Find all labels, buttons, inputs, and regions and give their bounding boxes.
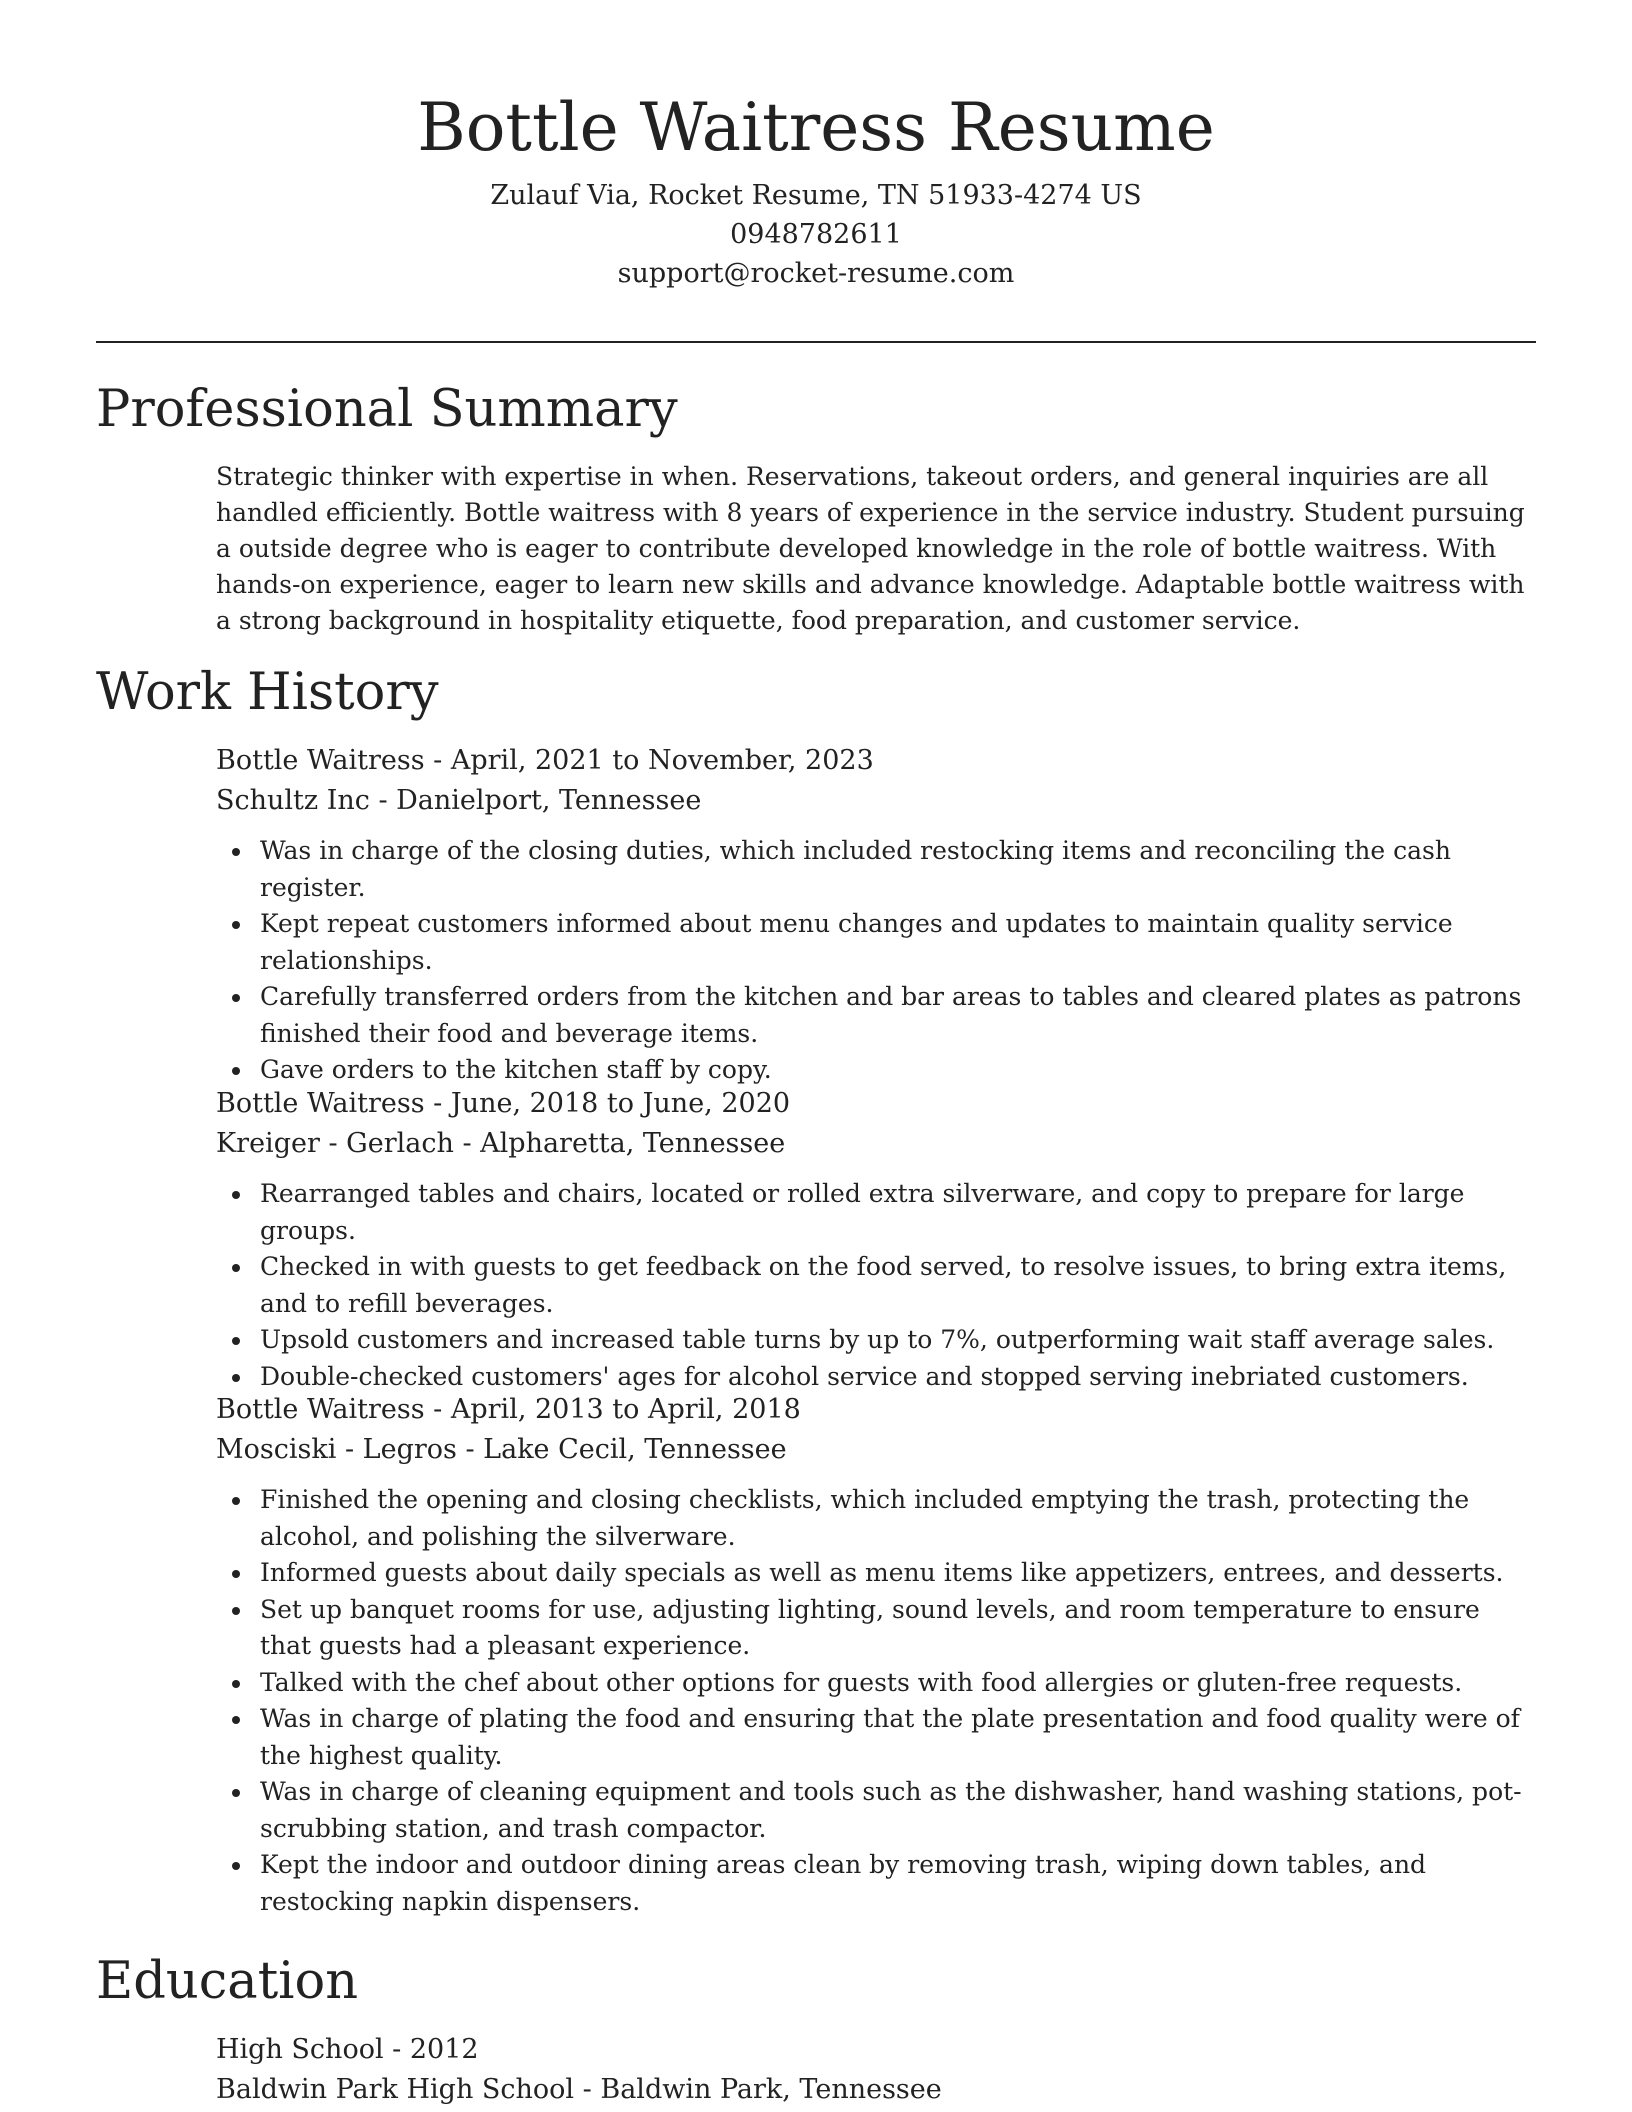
bullet-icon <box>232 1191 240 1199</box>
job-entry <box>216 741 1536 1089</box>
school-name: Baldwin Park High School <box>216 2074 575 2105</box>
duty-text: Carefully transferred orders from the kitchen and bar areas to tables and cleared plates as patrons finished their food and beverage items. <box>260 982 1522 1048</box>
resume-title: Bottle Waitress Resume <box>417 89 1215 166</box>
list-item <box>260 979 1536 1052</box>
duty-text: Was in charge of plating the food and ensuring that the plate presentation and food quality were of the highest quality. <box>260 1704 1520 1770</box>
job-location: - Lake Cecil, Tennessee <box>456 1434 787 1465</box>
list-item <box>260 1665 1536 1702</box>
bullet-icon <box>232 1497 240 1505</box>
list-item <box>260 1592 1536 1665</box>
bullet-icon <box>232 1264 240 1272</box>
job-title-line: Bottle Waitress - June, 2018 to June, 2020 <box>216 1088 791 1119</box>
contact-address: Zulauf Via, Rocket Resume, TN 51933-4274 US <box>490 180 1142 211</box>
education-title-line: High School - 2012 <box>216 2034 479 2065</box>
job-entry <box>216 1390 1536 1920</box>
duty-text: Rearranged tables and chairs, located or rolled extra silverware, and copy to prepare for large groups. <box>260 1179 1465 1245</box>
header-divider <box>96 341 1536 343</box>
work-history-heading: Work History <box>96 663 439 722</box>
list-item <box>260 1774 1536 1847</box>
job-duties-list <box>216 833 1536 1089</box>
list-item <box>260 1847 1536 1920</box>
list-item <box>260 1322 1536 1359</box>
summary-block <box>216 459 1536 639</box>
list-item <box>260 906 1536 979</box>
list-item <box>260 1701 1536 1774</box>
job-location: - Alpharetta, Tennessee <box>453 1128 786 1159</box>
list-item <box>260 1249 1536 1322</box>
duty-text: Upsold customers and increased table turns by up to 7%, outperforming wait staff average sales. <box>260 1325 1495 1354</box>
bullet-icon <box>232 1716 240 1724</box>
bullet-icon <box>232 921 240 929</box>
company-name: Kreiger - Gerlach <box>216 1128 454 1159</box>
education-organization-line <box>216 2070 1536 2110</box>
bullet-icon <box>232 1067 240 1075</box>
school-location: - Baldwin Park, Tennessee <box>574 2074 942 2105</box>
education-entry <box>216 2030 1536 2110</box>
bullet-icon <box>232 1862 240 1870</box>
bullet-icon <box>232 1337 240 1345</box>
company-name: Mosciski - Legros <box>216 1434 457 1465</box>
bullet-icon <box>232 1680 240 1688</box>
duty-text: Set up banquet rooms for use, adjusting lighting, sound levels, and room temperature to ensure that guests had a pleasant experience. <box>260 1594 1480 1660</box>
contact-phone: 0948782611 <box>730 219 902 250</box>
resume-header <box>96 80 1536 293</box>
bullet-icon <box>232 1570 240 1578</box>
list-item <box>260 1176 1536 1249</box>
bullet-icon <box>232 848 240 856</box>
duty-text: Talked with the chef about other options for guests with food allergies or gluten-free requests. <box>260 1667 1463 1697</box>
summary-heading: Professional Summary <box>96 380 678 439</box>
job-location: - Danielport, Tennessee <box>369 785 702 816</box>
duty-text: Checked in with guests to get feedback on the food served, to resolve issues, to bring extra items, and to refill beverages. <box>260 1252 1507 1318</box>
job-title-line: Bottle Waitress - April, 2021 to November, 2023 <box>216 745 874 776</box>
job-organization-line <box>216 1430 1536 1470</box>
job-organization-line <box>216 781 1536 821</box>
job-duties-list <box>216 1482 1536 1920</box>
list-item <box>260 1482 1536 1555</box>
company-name: Schultz Inc <box>216 785 370 816</box>
job-duties-list <box>216 1176 1536 1395</box>
duty-text: Finished the opening and closing checklists, which included emptying the trash, protecting the alcohol, and polishing the silverware. <box>260 1485 1470 1551</box>
duty-text: Kept the indoor and outdoor dining areas clean by removing trash, wiping down tables, and restocking napkin dispensers. <box>260 1850 1427 1916</box>
duty-text: Was in charge of cleaning equipment and tools such as the dishwasher, hand washing stations, pot-scrubbing station, and trash compactor. <box>260 1777 1522 1843</box>
duty-text: Gave orders to the kitchen staff by copy. <box>260 1055 772 1084</box>
bullet-icon <box>232 1374 240 1382</box>
bullet-icon <box>232 1607 240 1615</box>
summary-text: Strategic thinker with expertise in when. Reservations, takeout orders, and general inquiries are all handled efficiently. Bottle waitress with 8 years of experience in the service industry. Student pursuing a outside degree who is eager to contribute developed knowledge in the role of bottle waitress. With hands-on experience, eager to learn new skills and advance knowledge. Adaptable bottle waitress with a strong background in hospitality etiquette, food preparation, and customer service. <box>216 462 1525 635</box>
job-organization-line <box>216 1124 1536 1164</box>
bullet-icon <box>232 1789 240 1797</box>
duty-text: Informed guests about daily specials as well as menu items like appetizers, entrees, and desserts. <box>260 1558 1504 1587</box>
list-item <box>260 833 1536 906</box>
duty-text: Double-checked customers' ages for alcohol service and stopped serving inebriated customers. <box>260 1361 1469 1391</box>
job-entry <box>216 1084 1536 1395</box>
job-title-line: Bottle Waitress - April, 2013 to April, 2018 <box>216 1394 801 1425</box>
duty-text: Was in charge of the closing duties, which included restocking items and reconciling the cash register. <box>260 836 1451 902</box>
contact-email: support@rocket-resume.com <box>617 258 1015 289</box>
education-heading: Education <box>96 1952 359 2011</box>
list-item <box>260 1555 1536 1592</box>
bullet-icon <box>232 994 240 1002</box>
duty-text: Kept repeat customers informed about menu changes and updates to maintain quality service relationships. <box>260 909 1453 975</box>
